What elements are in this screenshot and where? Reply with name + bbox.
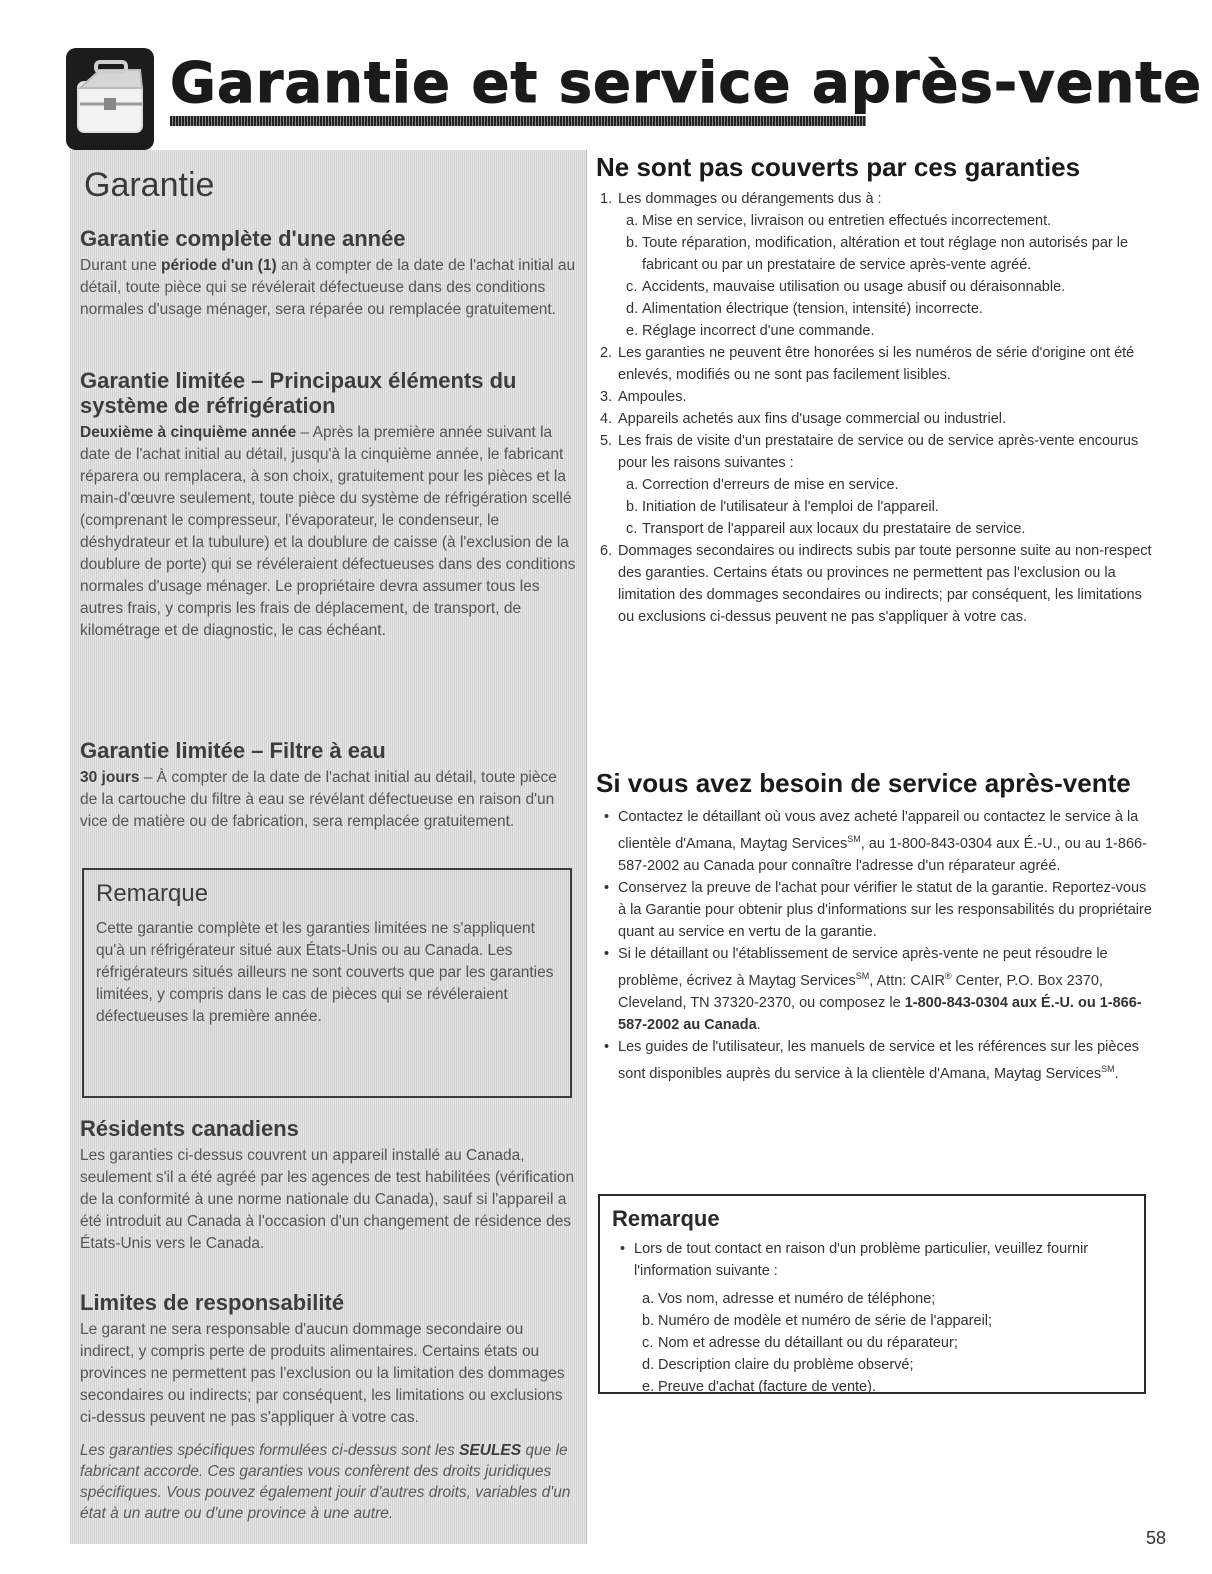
toolbox-icon	[66, 48, 154, 150]
item-number: 4.	[600, 411, 613, 427]
liability-heading: Limites de responsabilité	[80, 1290, 345, 1315]
bullet-text: , au 1-800-843-0304 aux É.-U., ou au 1-866-587-2002 au Canada pour connaître l'adresse d'un réparateur agréé.	[618, 835, 1147, 874]
canadian-residents-text: Les garanties ci-dessus couvrent un appareil installé au Canada, seulement s'il a été agréé par les agences de test habilitées (vérification de la conformité à une norme nationale du Canada), sauf si l'appareil a été introduit au Canada à l'occasion d'un changement de résidence des États-Unis vers le Canada.	[80, 1147, 575, 1252]
subitem-text: Alimentation électrique (tension, intensité) incorrecte.	[642, 301, 983, 317]
full-warranty-section	[80, 226, 576, 321]
item-letter: d.	[642, 1357, 655, 1373]
exclusive-body: que le fabricant accorde. Ces garanties vous confèrent des droits juridiques spécifiques. Vous pouvez également jouir d'autres droits, variables d'un état à un autre ou d'une province à une autre.	[80, 1442, 571, 1522]
exclusions-heading: Ne sont pas couverts par ces garanties	[596, 152, 1081, 182]
exclusion-subitem	[596, 210, 1156, 232]
exclusion-subitem	[596, 320, 1156, 342]
item-number: 1.	[600, 191, 613, 207]
exclusions-section	[596, 154, 1156, 628]
item-text: Vos nom, adresse et numéro de téléphone;	[658, 1291, 936, 1307]
service-bullet	[596, 943, 1156, 1036]
full-warranty-lead: Durant une	[80, 257, 161, 274]
full-warranty-period: période d'un (1)	[161, 257, 277, 274]
item-text: Les dommages ou dérangements dus à :	[618, 191, 882, 207]
item-text: Ampoules.	[618, 389, 687, 405]
note-item	[612, 1310, 1132, 1332]
subitem-letter: c.	[626, 279, 638, 295]
note-item	[612, 1376, 1132, 1398]
exclusion-item	[596, 540, 1156, 628]
service-section	[596, 770, 1156, 1084]
warranty-note-box	[82, 868, 572, 1098]
subitem-letter: b.	[626, 499, 639, 515]
subitem-text: Toute réparation, modification, altération et tout réglage non autorisés par le fabricant ou par un prestataire de service après-vente agréé.	[642, 235, 1129, 273]
liability-text: Le garant ne sera responsable d'aucun dommage secondaire ou indirect, y compris perte de produits alimentaires. Certains états ou provinces ne permettent pas l'exclusion ou la limitation des dommages secondaires ou indirects; par conséquent, les limitations ou exclusions ci-dessus peuvent ne pas s'appliquer à votre cas.	[80, 1321, 565, 1426]
exclusion-subitem	[596, 518, 1156, 540]
note-item	[612, 1332, 1132, 1354]
item-text: Dommages secondaires ou indirects subis par toute personne suite au non-respect des garanties. Certains états ou provinces ne permettent pas l'exclusion ou la limitation des dommages secondaires ou indirects; par conséquent, les limitations ou exclusions ci-dessus peuvent ne pas s'appliquer à votre cas.	[618, 543, 1152, 625]
subitem-text: Accidents, mauvaise utilisation ou usage abusif ou déraisonnable.	[642, 279, 1066, 295]
item-letter: b.	[642, 1313, 655, 1329]
item-text: Appareils achetés aux fins d'usage commercial ou industriel.	[618, 411, 1007, 427]
bullet-text: Contactez le détaillant où vous avez acheté l'appareil ou contactez le service à la clientèle d'Amana, Maytag Services	[618, 809, 1139, 852]
subitem-text: Mise en service, livraison ou entretien effectués incorrectement.	[642, 213, 1052, 229]
refrigeration-warranty-period: Deuxième à cinquième année	[80, 424, 297, 441]
warranty-note-text: Cette garantie complète et les garanties limitées ne s'appliquent qu'à un réfrigérateur situé aux États-Unis ou au Canada. Les réfrigérateurs situés ailleurs ne sont couverts que par les garanties limitées, y compris dans le cas de pièces qui se révéleraient défectueuses la première année.	[96, 920, 554, 1025]
subitem-text: Transport de l'appareil aux locaux du prestataire de service.	[642, 521, 1026, 537]
service-note-heading: Remarque	[612, 1206, 720, 1231]
note-item	[612, 1354, 1132, 1376]
item-text: Les frais de visite d'un prestataire de service ou de service après-vente encourus pour les raisons suivantes :	[618, 433, 1139, 471]
service-bullet	[596, 806, 1156, 877]
note-item	[612, 1288, 1132, 1310]
item-text: Description claire du problème observé;	[658, 1357, 914, 1373]
refrigeration-warranty-text	[80, 422, 576, 642]
exclusions-list	[596, 188, 1156, 628]
exclusion-item	[596, 408, 1156, 430]
bullet-text: Center, P.O. Box 2370, Cleveland, TN 37320-2370, ou composez le	[618, 972, 1103, 1011]
exclusion-subitem	[596, 276, 1156, 298]
item-number: 3.	[600, 389, 613, 405]
filter-warranty-text	[80, 767, 576, 833]
item-letter: a.	[642, 1291, 655, 1307]
canadian-residents-heading: Résidents canadiens	[80, 1116, 299, 1141]
page-number: 58	[1146, 1528, 1167, 1548]
bullet-text: .	[1114, 1065, 1119, 1082]
header-divider	[170, 116, 866, 126]
exclusion-item	[596, 342, 1156, 386]
subitem-letter: c.	[626, 521, 638, 537]
bullet-text: Les guides de l'utilisateur, les manuels de service et les références sur les pièces sont disponibles auprès du service à la clientèle d'Amana, Maytag Services	[618, 1038, 1140, 1082]
service-mark: SM	[855, 970, 870, 981]
service-note-list	[612, 1238, 1132, 1398]
bullet-icon: •	[620, 1241, 626, 1257]
exclusion-subitem	[596, 474, 1156, 496]
page-title: Garantie et service après-vente	[170, 51, 1203, 116]
bullet-text: .	[756, 1016, 761, 1033]
subitem-text: Correction d'erreurs de mise en service.	[642, 477, 899, 493]
exclusion-item	[596, 386, 1156, 408]
item-number: 5.	[600, 433, 613, 449]
bullet-icon: •	[604, 945, 610, 962]
bullet-text: Conservez la preuve de l'achat pour vérifier le statut de la garantie. Reportez-vous à la Garantie pour obtenir plus d'informations sur les responsabilités du propriétaire quant au service en vertu de la garantie.	[618, 879, 1152, 940]
exclusion-subitem	[596, 496, 1156, 518]
refrigeration-warranty-section	[80, 368, 576, 642]
bullet-icon: •	[604, 879, 610, 896]
note-bullet	[612, 1238, 1132, 1282]
liability-section	[80, 1290, 576, 1429]
registered-mark: ®	[945, 970, 952, 981]
bullet-icon: •	[604, 1038, 610, 1055]
item-letter: c.	[642, 1335, 654, 1351]
page-header	[66, 44, 1203, 154]
service-mark: SM	[847, 834, 861, 844]
exclusive-warranty-statement	[80, 1440, 576, 1524]
subitem-letter: d.	[626, 301, 639, 317]
item-letter: e.	[642, 1379, 655, 1395]
subitem-letter: e.	[626, 323, 639, 339]
canadian-residents-section	[80, 1116, 576, 1255]
service-mark: SM	[1101, 1063, 1115, 1074]
filter-warranty-period: 30 jours	[80, 769, 140, 786]
service-bullet	[596, 1036, 1156, 1085]
subitem-letter: b.	[626, 235, 639, 251]
refrigeration-warranty-body: – Après la première année suivant la date de l'achat initial au détail, jusqu'à la cinquième année, le fabricant réparera ou remplacera, à son choix, gratuitement pour les pièces et la main-d'œuvre seulement, toute pièce du système de réfrigération scellé (comprenant le compresseur, l'évaporateur, le condenseur, le déshydrateur et la tubulure) et la doublure de caisse (à l'exclusion de la doublure de porte) qui se révéleraient défectueuses dans des conditions normales d'usage ménager. Le propriétaire devra assumer tous les autres frais, y compris les frais de déplacement, de transport, de kilométrage et de diagnostic, le cas échéant.	[80, 424, 576, 639]
bullet-text: , Attn: CAIR	[869, 972, 945, 989]
exclusion-subitem	[596, 298, 1156, 320]
warranty-title: Garantie	[84, 166, 215, 204]
exclusive-lead: Les garanties spécifiques formulées ci-dessus sont les	[80, 1442, 460, 1459]
phone-numbers: 1-800-843-0304 aux É.-U. ou 1-866-587-2002 au Canada	[618, 994, 1142, 1033]
item-number: 6.	[600, 543, 613, 559]
exclusion-item	[596, 188, 1156, 210]
subitem-text: Réglage incorrect d'une commande.	[642, 323, 875, 339]
filter-warranty-body: – À compter de la date de l'achat initial au détail, toute pièce de la cartouche du filtre à eau se révélant défectueuse en raison d'un vice de matière ou de fabrication, sera remplacée gratuitement.	[80, 769, 557, 830]
exclusive-emphasis: SEULES	[459, 1442, 522, 1459]
item-text: Nom et adresse du détaillant ou du réparateur;	[658, 1335, 958, 1351]
subitem-letter: a.	[626, 213, 639, 229]
note-intro: Lors de tout contact en raison d'un problème particulier, veuillez fournir l'information suivante :	[634, 1241, 1089, 1279]
warranty-note-heading: Remarque	[96, 880, 209, 907]
warranty-panel	[70, 150, 587, 1544]
subitem-text: Initiation de l'utilisateur à l'emploi de l'appareil.	[642, 499, 939, 515]
service-bullet	[596, 877, 1156, 943]
subitem-letter: a.	[626, 477, 639, 493]
full-warranty-body: an à compter de la date de l'achat initial au détail, toute pièce qui se révélerait défectueuse dans des conditions normales d'usage ménager, sera réparée ou remplacée gratuitement.	[80, 257, 576, 318]
bullet-icon: •	[604, 809, 610, 825]
filter-warranty-heading: Garantie limitée – Filtre à eau	[80, 738, 386, 763]
service-list	[596, 806, 1156, 1084]
bullet-text: Si le détaillant ou l'établissement de service après-vente ne peut résoudre le problème, écrivez à Maytag Services	[618, 945, 1108, 989]
item-text: Numéro de modèle et numéro de série de l'appareil;	[658, 1313, 993, 1329]
item-text: Les garanties ne peuvent être honorées si les numéros de série d'origine ont été enlevés, modifiés ou ne sont pas facilement lisibles.	[618, 345, 1135, 383]
item-number: 2.	[600, 345, 613, 361]
exclusion-item	[596, 430, 1156, 474]
service-note-box	[598, 1194, 1146, 1394]
service-heading: Si vous avez besoin de service après-vente	[596, 768, 1131, 798]
item-text: Preuve d'achat (facture de vente).	[658, 1379, 876, 1395]
exclusive-warranty-text	[80, 1440, 576, 1524]
refrigeration-warranty-heading: Garantie limitée – Principaux éléments du système de réfrigération	[80, 368, 517, 418]
filter-warranty-section	[80, 738, 576, 833]
full-warranty-text	[80, 255, 576, 321]
exclusion-subitem	[596, 232, 1156, 276]
full-warranty-heading: Garantie complète d'une année	[80, 226, 406, 251]
